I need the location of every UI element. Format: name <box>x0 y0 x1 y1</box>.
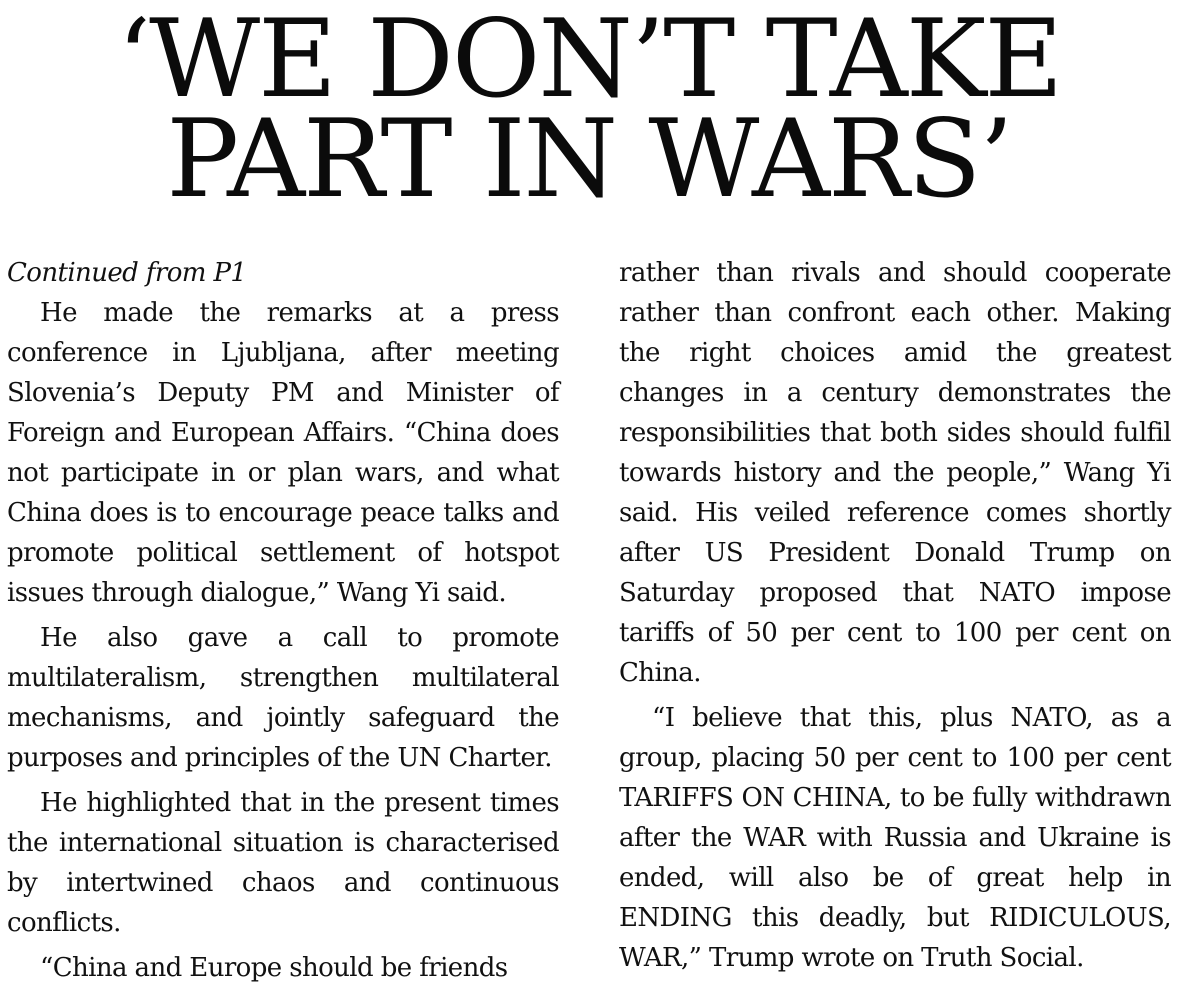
paragraph: rather than rivals and should cooperate rather than confront each other. Making the right choices amid the greatest changes in a century demonstrates the responsibilities that both sides should fulfil towards history and the people,” Wang Yi said. His veiled reference comes shortly after US President Donald Trump on Saturday proposed that NATO impose tariffs of 50 per cent to 100 per cent on China. <box>619 258 1171 688</box>
paragraph: He highlighted that in the present times the international situation is characterised by intertwined chaos and continuous conflicts. <box>7 788 559 938</box>
right-column <box>619 253 1171 978</box>
headline-line-1: ‘WE DON’T TAKE <box>116 0 1062 122</box>
paragraph: “China and Europe should be friends <box>40 953 508 983</box>
left-column <box>7 253 559 988</box>
headline <box>0 0 1178 222</box>
paragraph: “I believe that this, plus NATO, as a group, placing 50 per cent to 100 per cent TARIFFS ON CHINA, to be fully withdrawn after the WAR with Russia and Ukraine is ended, will also be of great help in ENDING this deadly, but RIDICULOUS, WAR,” Trump wrote on Truth Social. <box>619 703 1171 973</box>
paragraph: He also gave a call to promote multilateralism, strengthen multilateral mechanisms, and jointly safeguard the purposes and principles of the UN Charter. <box>7 623 559 773</box>
paragraph: He made the remarks at a press conference in Ljubljana, after meeting Slovenia’s Deputy PM and Minister of Foreign and European Affairs. “China does not participate in or plan wars, and what China does is to encourage peace talks and promote political settlement of hotspot issues through dialogue,” Wang Yi said. <box>7 298 559 608</box>
headline-line-2: PART IN WARS’ <box>166 97 1012 222</box>
continued-from-label: Continued from P1 <box>7 258 247 288</box>
